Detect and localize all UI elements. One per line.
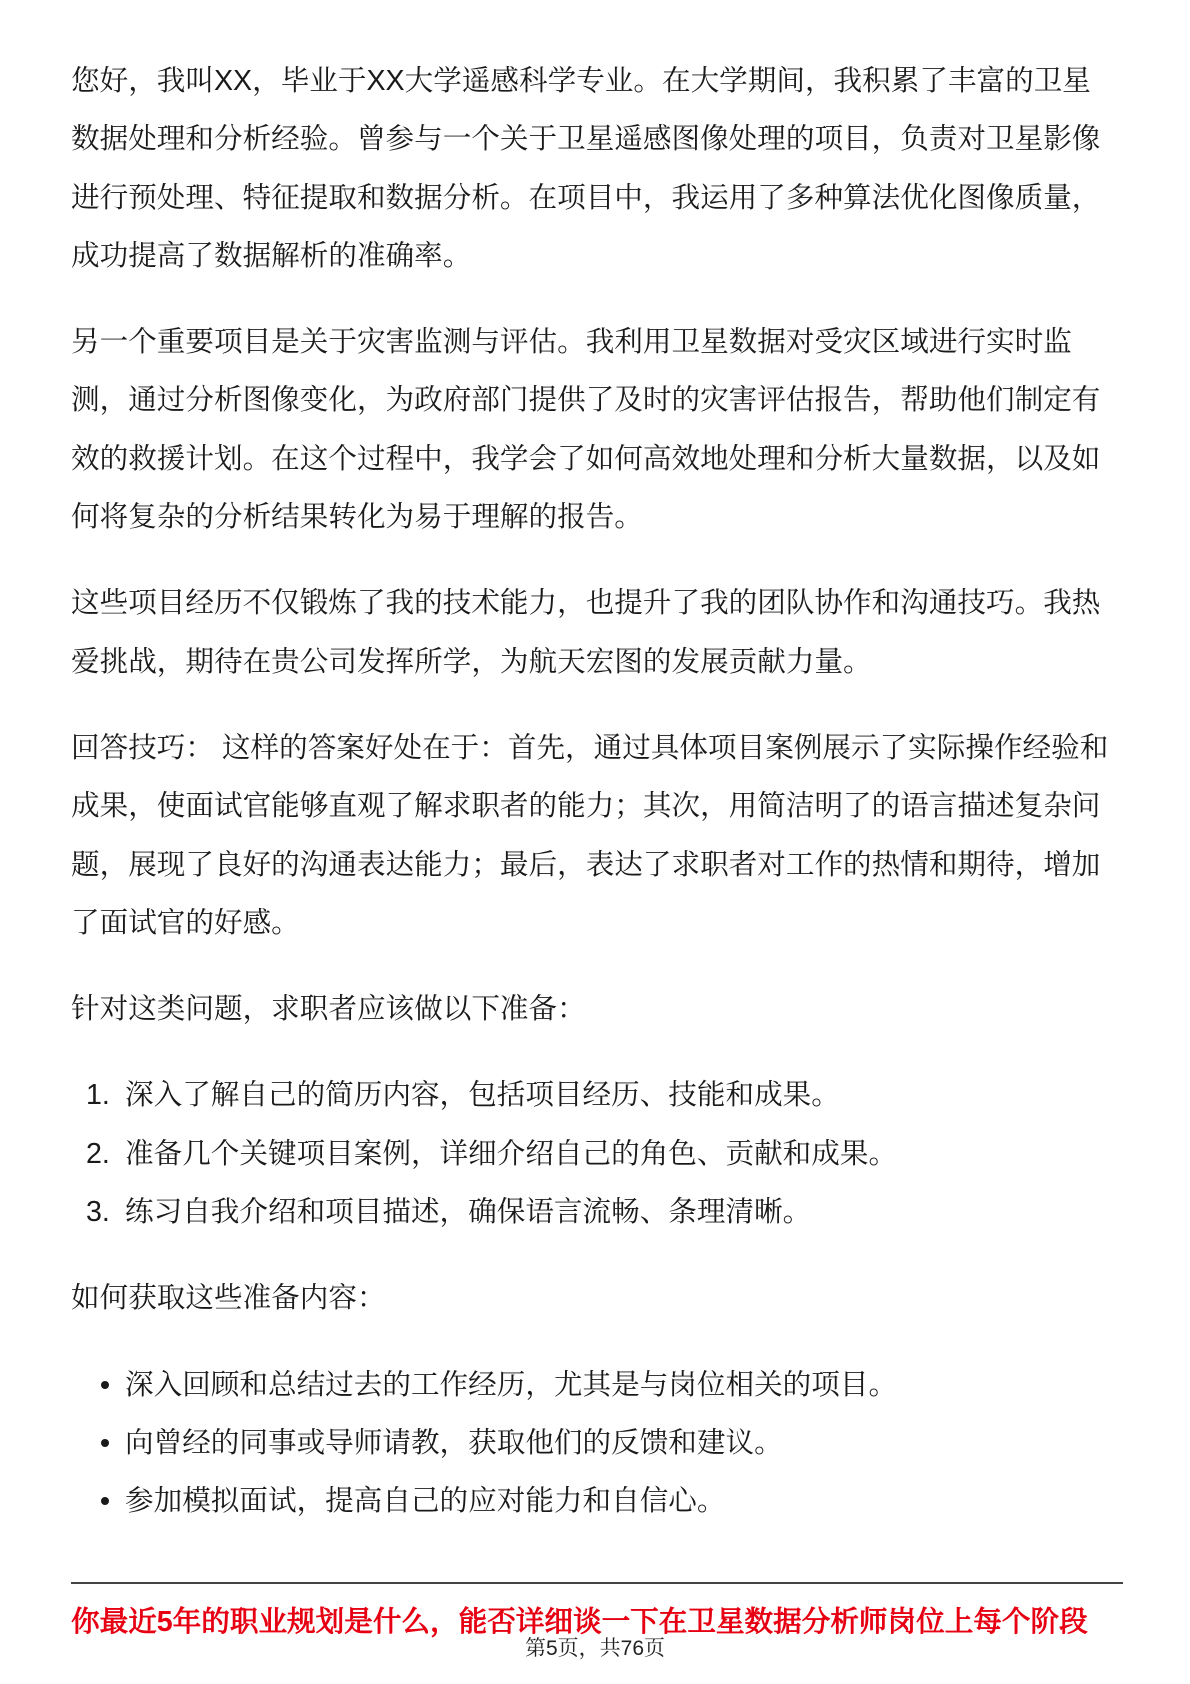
paragraph-line: 回答技巧： 这样的答案好处在于：首先，通过具体项目案例展示了实际操作经验和 [71, 731, 1109, 764]
list-item-text: 参加模拟面试，提高自己的应对能力和自信心。 [125, 1485, 726, 1518]
bullet-icon [101, 1381, 109, 1389]
paragraph-line: 题，展现了良好的沟通表达能力；最后，表达了求职者对工作的热情和期待，增加 [71, 848, 1101, 881]
intro-paragraph [71, 52, 1151, 285]
paragraph-line: 数据处理和分析经验。曾参与一个关于卫星遥感图像处理的项目，负责对卫星影像 [71, 123, 1101, 156]
preparation-steps-list [71, 1066, 1151, 1241]
list-item [71, 1125, 1151, 1183]
list-item [71, 1066, 1151, 1124]
paragraph-line: 成功提高了数据解析的准确率。 [71, 239, 472, 272]
list-item-text: 练习自我介绍和项目描述，确保语言流畅、条理清晰。 [125, 1196, 812, 1229]
bullet-icon [101, 1439, 109, 1447]
list-item-text: 向曾经的同事或导师请教，获取他们的反馈和建议。 [125, 1426, 783, 1459]
paragraph-line: 这些项目经历不仅锻炼了我的技术能力，也提升了我的团队协作和沟通技巧。我热 [71, 587, 1101, 620]
next-question-heading: 你最近5年的职业规划是什么，能否详细谈一下在卫星数据分析师岗位上每个阶段 [71, 1606, 1088, 1638]
section-divider [71, 1582, 1123, 1584]
preparation-heading [71, 980, 1151, 1038]
list-number: 2. [86, 1137, 110, 1170]
page-content [71, 52, 1151, 1559]
list-number: 1. [86, 1079, 110, 1112]
paragraph-line: 测，通过分析图像变化，为政府部门提供了及时的灾害评估报告，帮助他们制定有 [71, 384, 1101, 417]
list-item [71, 1183, 1151, 1241]
paragraph-line: 如何获取这些准备内容： [71, 1282, 386, 1315]
paragraph-line: 针对这类问题，求职者应该做以下准备： [71, 993, 586, 1026]
list-item-text: 深入回顾和总结过去的工作经历，尤其是与岗位相关的项目。 [125, 1368, 898, 1401]
paragraph-line: 您好，我叫XX，毕业于XX大学遥感科学专业。在大学期间，我积累了丰富的卫星 [71, 65, 1091, 97]
summary-paragraph [71, 574, 1151, 691]
bullet-icon [101, 1497, 109, 1505]
list-item-text: 深入了解自己的简历内容，包括项目经历、技能和成果。 [125, 1079, 840, 1112]
disaster-project-paragraph [71, 313, 1151, 546]
list-item-text: 准备几个关键项目案例，详细介绍自己的角色、贡献和成果。 [125, 1137, 898, 1170]
list-number: 3. [86, 1196, 110, 1229]
sources-bullet-list [71, 1356, 1151, 1531]
paragraph-line: 何将复杂的分析结果转化为易于理解的报告。 [71, 501, 643, 534]
page-footer: 第5页，共76页 [524, 1637, 666, 1660]
paragraph-line: 爱挑战，期待在贵公司发挥所学，为航天宏图的发展贡献力量。 [71, 645, 872, 678]
paragraph-line: 了面试官的好感。 [71, 906, 300, 939]
list-item [71, 1414, 1151, 1472]
answer-tips-paragraph [71, 719, 1151, 952]
paragraph-line: 进行预处理、特征提取和数据分析。在项目中，我运用了多种算法优化图像质量， [71, 181, 1101, 214]
list-item [71, 1356, 1151, 1414]
paragraph-line: 成果，使面试官能够直观了解求职者的能力；其次，用简洁明了的语言描述复杂问 [71, 790, 1101, 823]
sources-heading [71, 1269, 1151, 1327]
paragraph-line: 效的救援计划。在这个过程中，我学会了如何高效地处理和分析大量数据，以及如 [71, 442, 1101, 475]
list-item [71, 1472, 1151, 1530]
paragraph-line: 另一个重要项目是关于灾害监测与评估。我利用卫星数据对受灾区域进行实时监 [71, 326, 1072, 359]
